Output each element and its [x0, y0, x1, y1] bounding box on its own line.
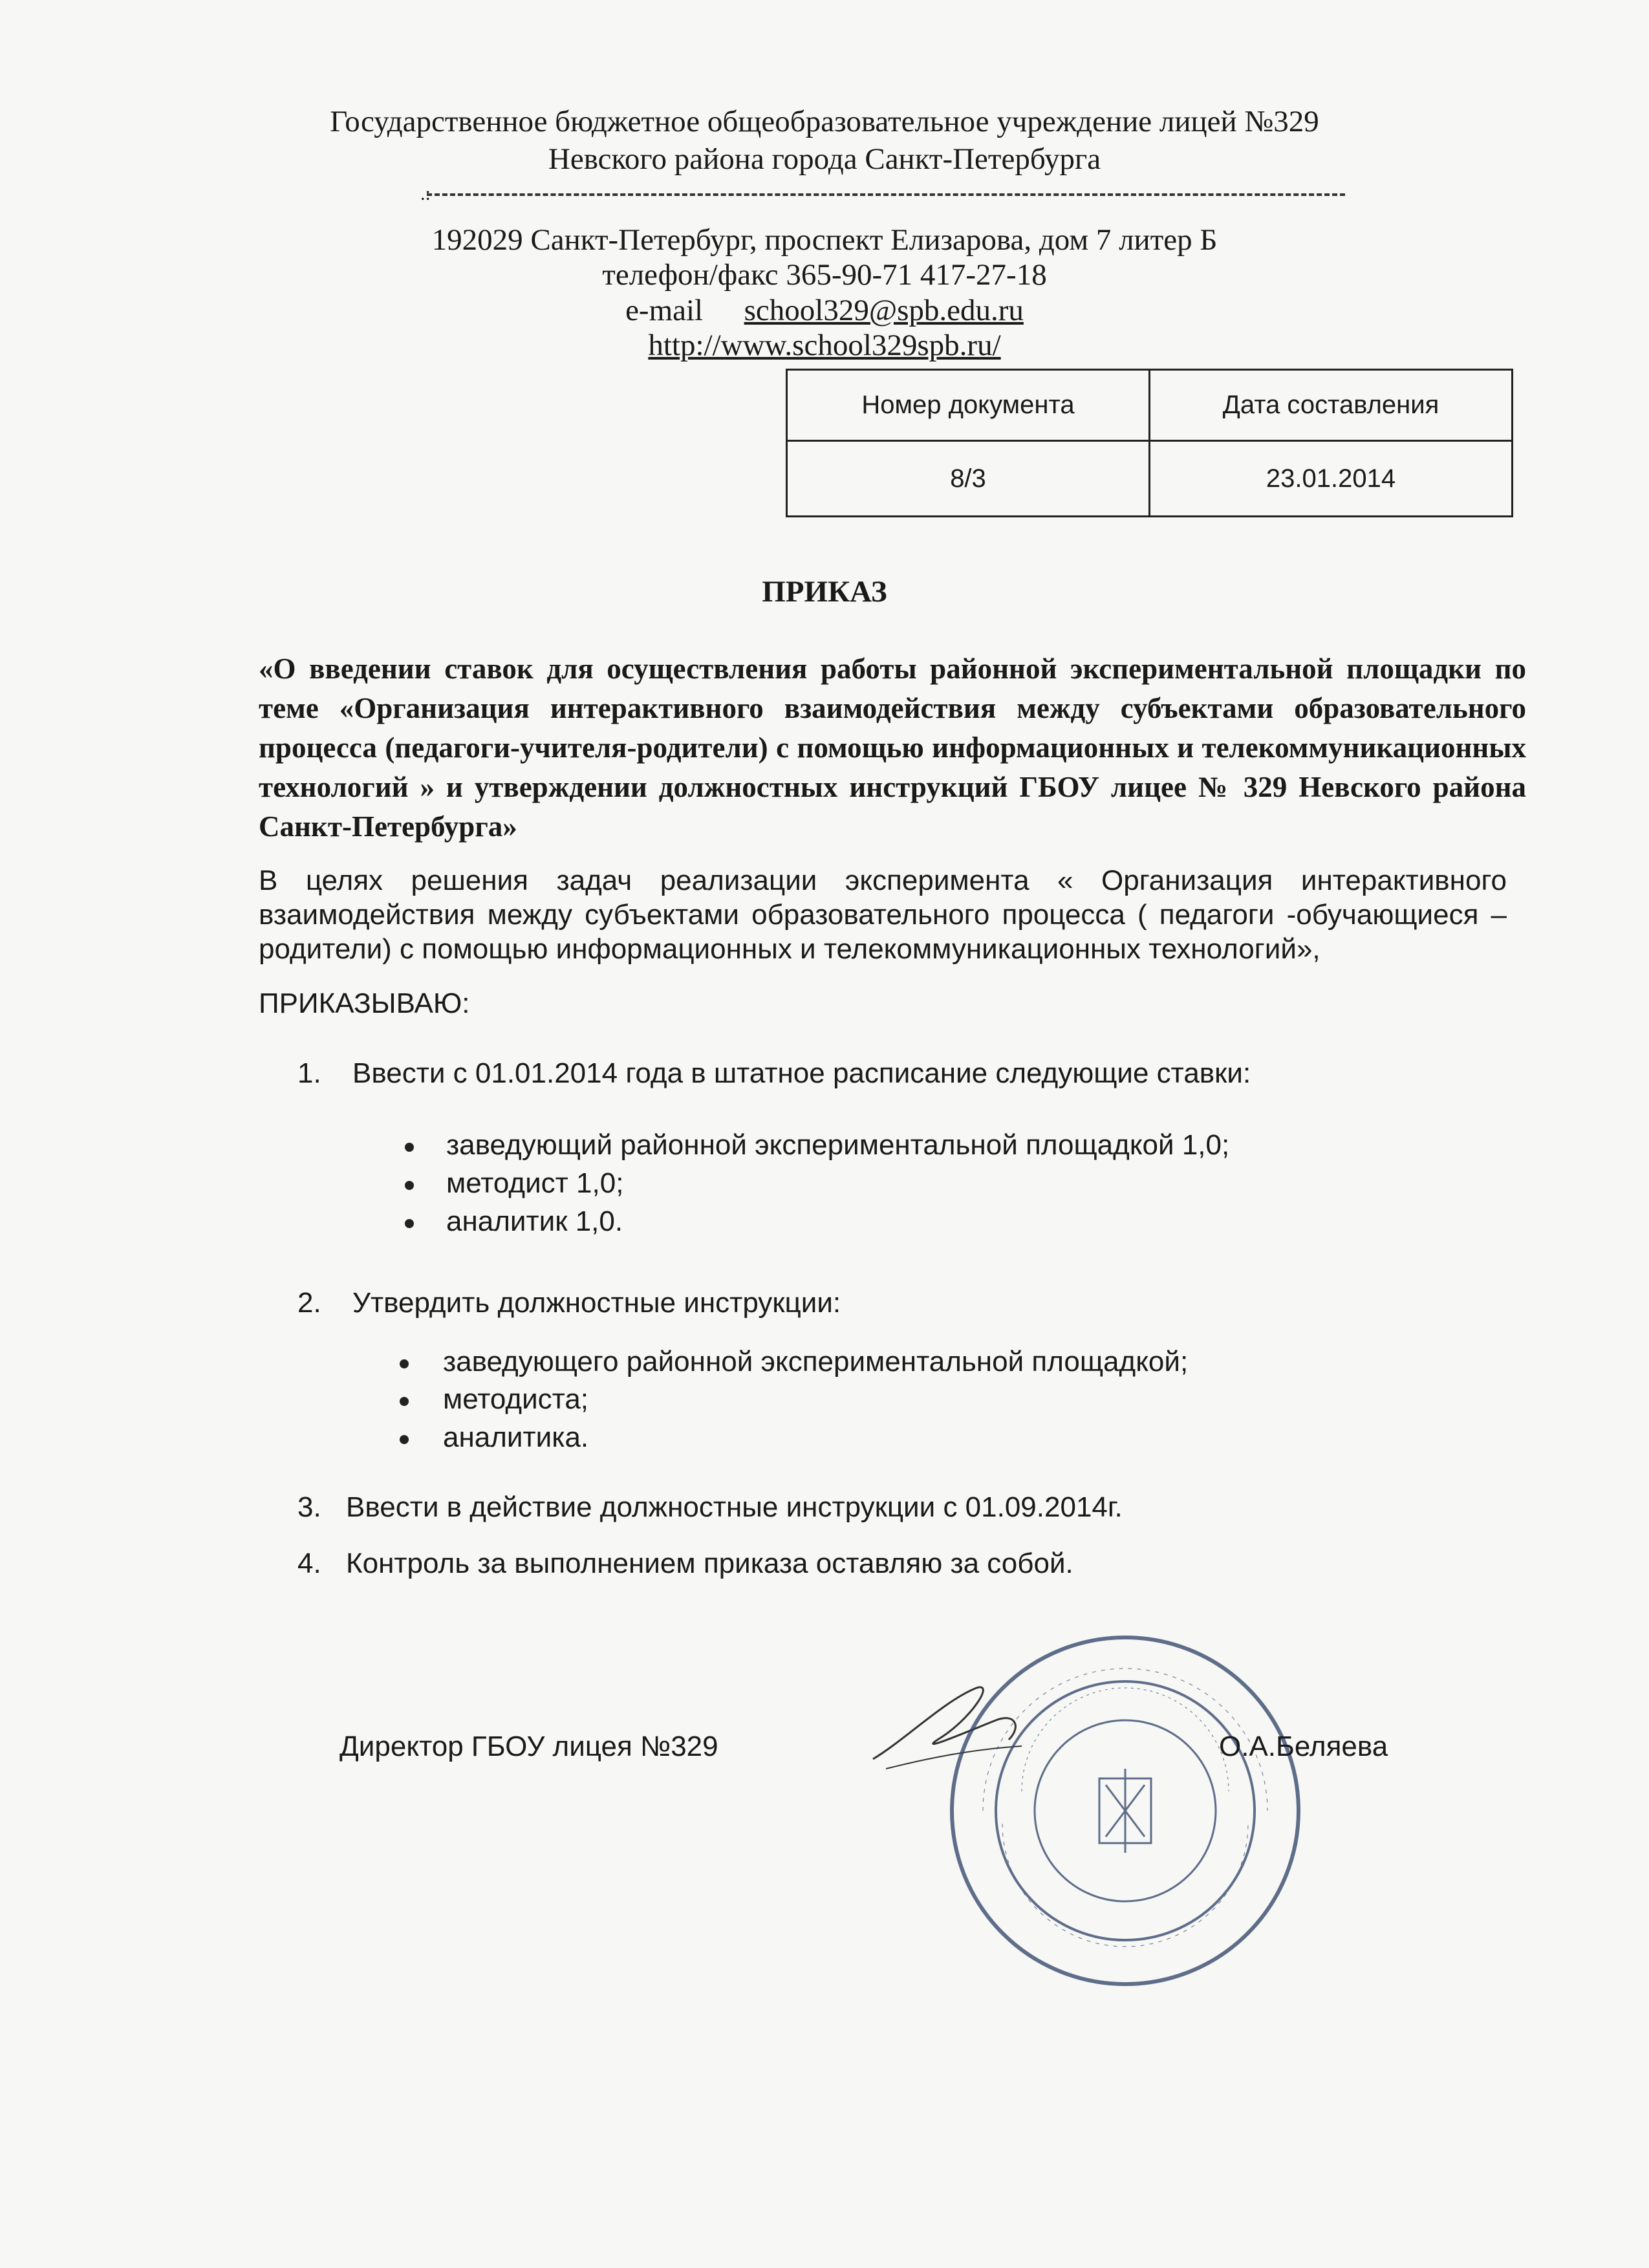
address: 192029 Санкт-Петербург, проспект Елизарова, дом 7 литер Б — [431, 223, 1218, 257]
item-3-number: 3. — [297, 1491, 321, 1523]
item-2-bullet-1: заведующего районной экспериментальной площадкой; — [443, 1346, 1189, 1377]
institution-name-line2: Невского района города Санкт-Петербурга — [548, 142, 1101, 176]
number-value-cell: 8/3 — [787, 441, 1150, 517]
institution-name-line1: Государственное бюджетное общеобразовательное учреждение лицей №329 — [330, 105, 1319, 138]
item-1-bullet-3: аналитик 1,0. — [446, 1205, 623, 1237]
item-2-text: Утвердить должностные инструкции: — [352, 1287, 841, 1319]
item-4-text: Контроль за выполнением приказа оставляю за собой. — [346, 1548, 1073, 1579]
item-2-bullet-2: методиста; — [443, 1383, 589, 1415]
website-link[interactable]: http://www.school329spb.ru/ — [648, 329, 1001, 362]
document-title: ПРИКАЗ — [762, 575, 887, 609]
official-stamp-seal — [944, 1630, 1306, 1992]
preamble: В целях решения задач реализации эксперимента « Организация интерактивного взаимодействия между субъектами образовательного процесса ( педагоги -обучающиеся – родители) с помощью информационных и телекоммуникационных технологий», — [259, 865, 1507, 965]
website-line — [0, 327, 1649, 363]
item-1-text: Ввести с 01.01.2014 года в штатное расписание следующие ставки: — [352, 1057, 1251, 1089]
signatory-name: О.А.Беляева — [1219, 1731, 1388, 1762]
bullet-dot — [405, 1143, 414, 1152]
email-line — [0, 292, 1649, 329]
email-link[interactable]: school329@spb.edu.ru — [744, 294, 1024, 327]
phone-fax: телефон/факс 365-90-71 417-27-18 — [602, 258, 1047, 292]
item-1-bullet-1: заведующий районной экспериментальной площадкой 1,0; — [446, 1129, 1230, 1161]
bullet-dot — [400, 1359, 409, 1368]
document-number-table — [786, 369, 1513, 517]
item-4-number: 4. — [297, 1548, 321, 1579]
bullet-dot — [405, 1181, 414, 1190]
bullet-dot — [400, 1397, 409, 1406]
bullet-dot — [400, 1435, 409, 1444]
date-value-cell: 23.01.2014 — [1150, 441, 1513, 517]
email-label: e-mail — [625, 294, 704, 327]
order-subject: «О введении ставок для осуществления работы районной экспериментальной площадки по теме «Организация интерактивного взаимодействия между субъектами образовательного процесса (педагоги-учителя-родители) с помощью информационных и телекоммуникационных технологий » и утверждении должностных инструкций ГБОУ лицее № 329 Невского района Санкт-Петербурга» — [259, 653, 1526, 843]
signatory-position: Директор ГБОУ лицея №329 — [339, 1731, 718, 1762]
bullet-dot — [405, 1219, 414, 1228]
separator-mark: .: — [420, 183, 431, 204]
order-word: ПРИКАЗЫВАЮ: — [259, 988, 470, 1019]
number-header-cell: Номер документа — [787, 370, 1150, 441]
item-2-number: 2. — [297, 1287, 321, 1319]
item-3-text: Ввести в действие должностные инструкции с 01.09.2014г. — [346, 1491, 1123, 1523]
item-1-bullet-2: методист 1,0; — [446, 1167, 624, 1199]
item-2-bullet-3: аналитика. — [443, 1421, 589, 1453]
item-1-number: 1. — [297, 1057, 321, 1089]
date-header-cell: Дата составления — [1150, 370, 1513, 441]
header-separator — [427, 193, 1345, 196]
